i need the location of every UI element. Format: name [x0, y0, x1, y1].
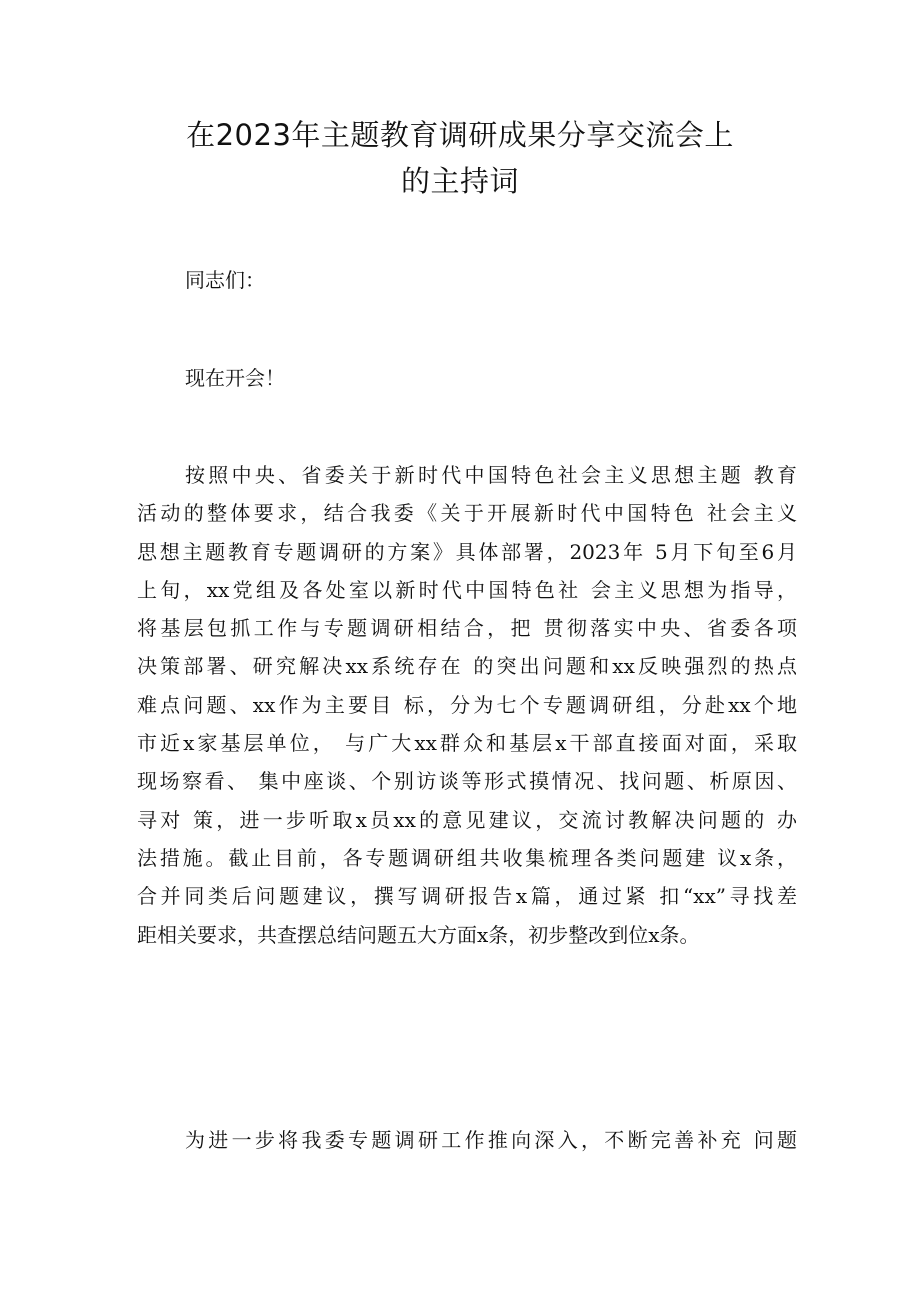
title-line-2: 的主持词 — [400, 164, 519, 198]
title-line-1: 在2023年主题教育调研成果分享交流会上 — [186, 118, 734, 152]
paragraph-line: 按照中央、省委关于新时代中国特色社会主义思想主题 教育 — [185, 463, 797, 487]
greeting: 同志们： — [185, 268, 265, 292]
paragraph-line: 市近x家基层单位， 与广大xx群众和基层x干部直接面对面，采取 — [137, 731, 797, 756]
paragraph-line: 活动的整体要求，结合我委《关于开展新时代中国特色 社会主义 — [137, 501, 797, 526]
paragraph-line: 现场察看、 集中座谈、个别访谈等形式摸情况、找问题、析原因、 — [137, 769, 797, 794]
opening-statement: 现在开会！ — [185, 366, 285, 390]
paragraph-line: 合并同类后问题建议，撰写调研报告x篇，通过紧 扣“xx”寻找差 — [137, 884, 797, 909]
paragraph-line: 难点问题、xx作为主要目 标，分为七个专题调研组，分赴xx个地 — [137, 692, 797, 717]
paragraph-line: 寻对 策，进一步听取x员xx的意见建议，交流讨教解决问题的 办 — [137, 807, 797, 832]
paragraph-line: 法措施。截止目前，各专题调研组共收集梳理各类问题建 议x条， — [137, 845, 797, 870]
paragraph-line: 将基层包抓工作与专题调研相结合，把 贯彻落实中央、省委各项 — [137, 616, 797, 641]
next-paragraph — [137, 1126, 797, 1154]
paragraph-line: 上旬，xx党组及各处室以新时代中国特色社 会主义思想为指导， — [137, 577, 797, 602]
document-title — [0, 112, 920, 204]
paragraph-line: 距相关要求，共查摆总结问题五大方面x条，初步整改到位x条。 — [137, 922, 700, 947]
paragraph-line: 为进一步将我委专题调研工作推向深入，不断完善补充 问题 — [185, 1128, 797, 1152]
paragraph-line: 思想主题教育专题调研的方案》具体部署，2023年 5月下旬至6月 — [137, 539, 797, 564]
paragraph-line: 决策部署、研究解决xx系统存在 的突出问题和xx反映强烈的热点 — [137, 654, 797, 679]
main-paragraph — [137, 456, 797, 954]
